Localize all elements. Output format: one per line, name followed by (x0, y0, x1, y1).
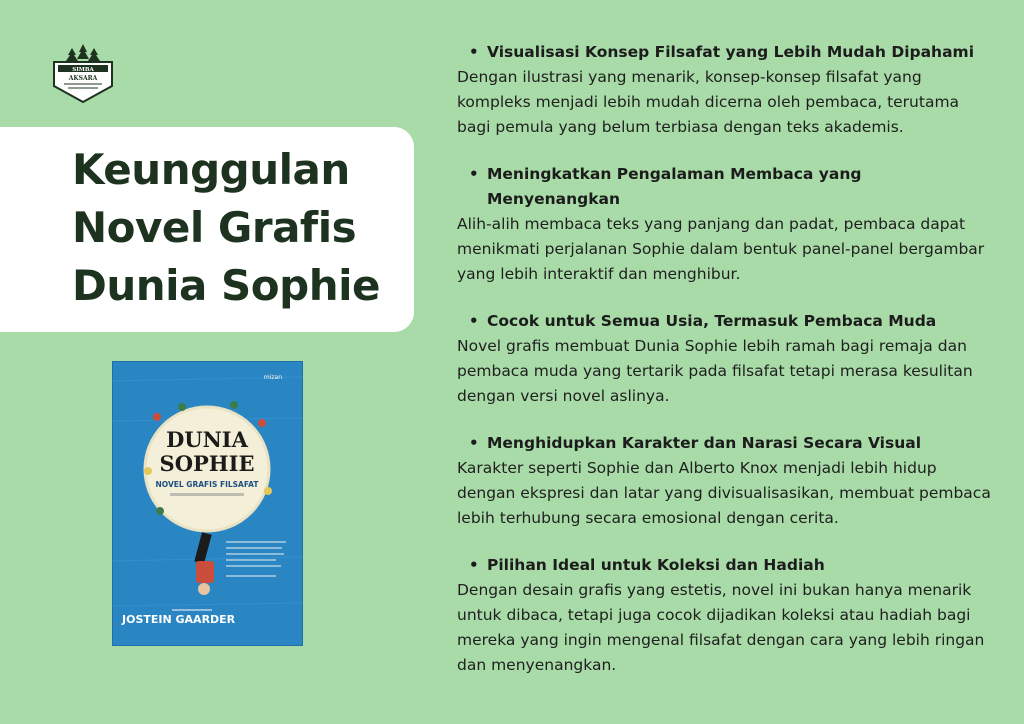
list-item (457, 162, 997, 287)
advantages-list (457, 40, 997, 700)
title-card (0, 127, 414, 332)
item-title: Pilihan Ideal untuk Koleksi dan Hadiah (487, 556, 825, 574)
item-title: Visualisasi Konsep Filsafat yang Lebih Mudah Dipahami (487, 43, 975, 61)
bullet-icon: • (469, 43, 479, 61)
item-body: Novel grafis membuat Dunia Sophie lebih ramah bagi remaja dan pembaca muda yang tertarik pada filsafat tetapi merasa kesulitan dengan versi novel aslinya. (457, 337, 973, 405)
cover-publisher: mizan (263, 374, 282, 381)
item-title: Menghidupkan Karakter dan Narasi Secara Visual (487, 434, 922, 452)
item-body: Dengan desain grafis yang estetis, novel ini bukan hanya menarik untuk dibaca, tetapi juga cocok dijadikan koleksi atau hadiah bagi mereka yang ingin mengenal filsafat dengan cara yang lebih ringan dan menyenangkan. (457, 581, 985, 674)
item-body: Alih-alih membaca teks yang panjang dan padat, pembaca dapat menikmati perjalanan Sophie dalam bentuk panel-panel bergambar yang lebih interaktif dan menghibur. (457, 215, 985, 283)
cover-subtitle: NOVEL GRAFIS FILSAFAT (155, 480, 259, 489)
page-title (72, 141, 380, 315)
title-line-1: Keunggulan (72, 145, 350, 194)
book-cover-image (112, 361, 303, 646)
title-line-3: Dunia Sophie (72, 261, 380, 310)
item-title: Meningkatkan Pengalaman Membaca yang Menyenangkan (487, 165, 862, 208)
logo-text-top: SIMBA (72, 67, 94, 73)
cover-author: JOSTEIN GAARDER (122, 613, 236, 626)
list-item (457, 431, 997, 531)
bullet-icon: • (469, 165, 479, 183)
title-line-2: Novel Grafis (72, 203, 357, 252)
list-item (457, 309, 997, 409)
item-title: Cocok untuk Semua Usia, Termasuk Pembaca Muda (487, 312, 937, 330)
list-item (457, 553, 997, 678)
cover-title-line-2: SOPHIE (159, 451, 255, 476)
item-body: Karakter seperti Sophie dan Alberto Knox menjadi lebih hidup dengan ekspresi dan latar yang divisualisasikan, membuat pembaca lebih terhubung secara emosional dengan cerita. (457, 459, 991, 527)
logo-text-bottom: AKSARA (68, 75, 98, 82)
item-body: Dengan ilustrasi yang menarik, konsep-konsep filsafat yang kompleks menjadi lebih mudah dicerna oleh pembaca, terutama bagi pemula yang belum terbiasa dengan teks akademis. (457, 68, 960, 136)
bullet-icon: • (469, 434, 479, 452)
bullet-icon: • (469, 556, 479, 574)
bullet-icon: • (469, 312, 479, 330)
cover-title-line-1: DUNIA (166, 427, 248, 452)
list-item (457, 40, 997, 140)
simba-aksara-logo (52, 42, 114, 104)
